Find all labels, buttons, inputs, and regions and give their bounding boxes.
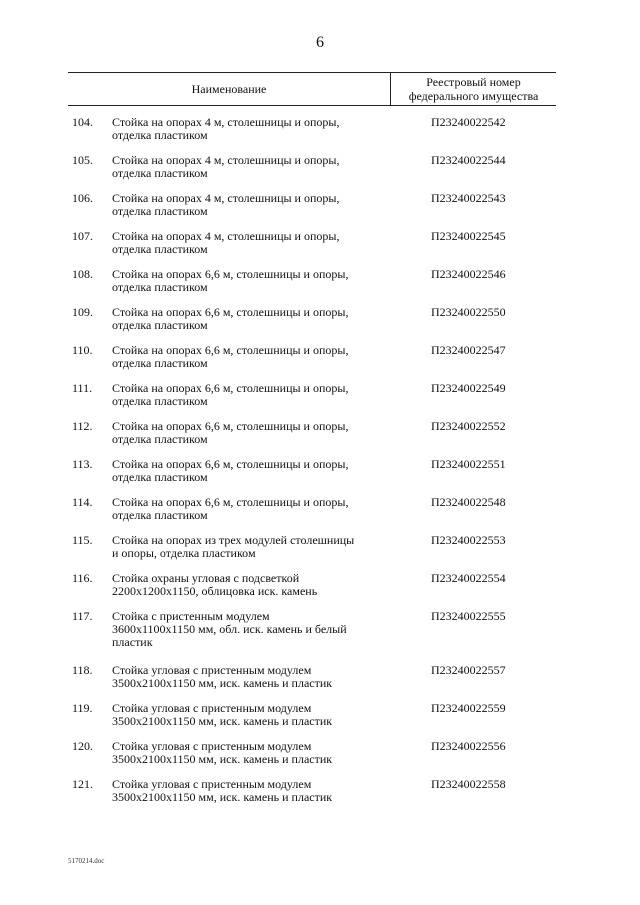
row-name	[112, 458, 382, 484]
row-name	[112, 306, 382, 332]
row-registry-number: П23240022545	[431, 229, 506, 243]
row-name-line: 3500x2100x1150 мм, иск. камень и пластик	[112, 752, 333, 766]
row-number: 111.	[72, 381, 93, 395]
table-row	[0, 458, 640, 496]
row-name-line: Стойка охраны угловая с подсветкой	[112, 571, 300, 585]
header-registry-line1: Реестровый номер	[426, 75, 521, 89]
table-row	[0, 740, 640, 778]
row-number: 119.	[72, 701, 93, 715]
row-name-line: Стойка угловая с пристенным модулем	[112, 739, 312, 753]
table-row	[0, 230, 640, 268]
row-number: 108.	[72, 267, 93, 281]
row-registry-number: П23240022542	[431, 115, 506, 129]
row-name-line: Стойка угловая с пристенным модулем	[112, 663, 312, 677]
row-registry-number: П23240022544	[431, 153, 506, 167]
row-name	[112, 496, 382, 522]
table-row	[0, 702, 640, 740]
table-row	[0, 116, 640, 154]
row-registry-number: П23240022558	[431, 777, 506, 791]
table-row	[0, 534, 640, 572]
row-name	[112, 192, 382, 218]
row-name-line: 3600x1100x1150 мм, обл. иск. камень и белый	[112, 622, 347, 636]
table-row	[0, 610, 640, 664]
row-registry-number: П23240022551	[431, 457, 506, 471]
row-number: 121.	[72, 777, 93, 791]
row-name-line: отделка пластиком	[112, 356, 208, 370]
row-name-line: Стойка на опорах 6,6 м, столешницы и опоры,	[112, 305, 349, 319]
row-name-line: Стойка на опорах 6,6 м, столешницы и опоры,	[112, 381, 349, 395]
row-registry-number: П23240022554	[431, 571, 506, 585]
table-row	[0, 664, 640, 702]
row-name-line: Стойка на опорах 6,6 м, столешницы и опоры,	[112, 419, 349, 433]
header-registry	[391, 73, 556, 105]
row-name	[112, 420, 382, 446]
row-name-line: Стойка на опорах 6,6 м, столешницы и опоры,	[112, 457, 349, 471]
row-name	[112, 610, 382, 649]
row-name	[112, 702, 382, 728]
row-registry-number: П23240022555	[431, 609, 506, 623]
table-row	[0, 572, 640, 610]
table-row	[0, 778, 640, 816]
row-registry-number: П23240022552	[431, 419, 506, 433]
row-name-line: Стойка с пристенным модулем	[112, 609, 270, 623]
row-number: 114.	[72, 495, 93, 509]
row-registry-number: П23240022559	[431, 701, 506, 715]
table-row	[0, 192, 640, 230]
row-name-line: Стойка на опорах 4 м, столешницы и опоры,	[112, 115, 340, 129]
row-name-line: отделка пластиком	[112, 318, 208, 332]
row-number: 117.	[72, 609, 93, 623]
row-name	[112, 572, 382, 598]
row-number: 115.	[72, 533, 93, 547]
row-number: 104.	[72, 115, 93, 129]
row-name-line: Стойка на опорах 4 м, столешницы и опоры,	[112, 229, 340, 243]
table-row	[0, 496, 640, 534]
row-name	[112, 778, 382, 804]
row-name	[112, 344, 382, 370]
row-name-line: Стойка на опорах 6,6 м, столешницы и опоры,	[112, 267, 349, 281]
page-number: 6	[316, 34, 324, 51]
row-name-line: Стойка на опорах 4 м, столешницы и опоры,	[112, 153, 340, 167]
table-row	[0, 154, 640, 192]
row-name	[112, 230, 382, 256]
row-registry-number: П23240022547	[431, 343, 506, 357]
row-name-line: отделка пластиком	[112, 166, 208, 180]
row-name-line: Стойка угловая с пристенным модулем	[112, 777, 312, 791]
row-name-line: 3500x2100x1150 мм, иск. камень и пластик	[112, 676, 333, 690]
row-name-line: и опоры, отделка пластиком	[112, 546, 256, 560]
header-registry-line2: федерального имущества	[408, 89, 539, 103]
table-row	[0, 382, 640, 420]
row-registry-number: П23240022546	[431, 267, 506, 281]
row-name-line: 3500x2100x1150 мм, иск. камень и пластик	[112, 714, 333, 728]
row-name-line: отделка пластиком	[112, 280, 208, 294]
row-name	[112, 154, 382, 180]
row-name-line: отделка пластиком	[112, 242, 208, 256]
row-name-line: отделка пластиком	[112, 432, 208, 446]
row-number: 120.	[72, 739, 93, 753]
row-name	[112, 740, 382, 766]
row-registry-number: П23240022548	[431, 495, 506, 509]
row-name-line: отделка пластиком	[112, 394, 208, 408]
row-registry-number: П23240022556	[431, 739, 506, 753]
row-name-line: отделка пластиком	[112, 128, 208, 142]
table-row	[0, 306, 640, 344]
row-registry-number: П23240022550	[431, 305, 506, 319]
row-name	[112, 382, 382, 408]
row-number: 116.	[72, 571, 93, 585]
row-registry-number: П23240022543	[431, 191, 506, 205]
header-name: Наименование	[191, 81, 267, 96]
row-registry-number: П23240022553	[431, 533, 506, 547]
row-number: 109.	[72, 305, 93, 319]
row-name-line: пластик	[112, 635, 153, 649]
row-name-line: Стойка на опорах из трех модулей столешницы	[112, 533, 355, 547]
row-name-line: Стойка на опорах 6,6 м, столешницы и опоры,	[112, 343, 349, 357]
row-name-line: Стойка угловая с пристенным модулем	[112, 701, 312, 715]
row-number: 118.	[72, 663, 93, 677]
row-name-line: отделка пластиком	[112, 470, 208, 484]
row-name-line: 3500x2100x1150 мм, иск. камень и пластик	[112, 790, 333, 804]
row-number: 113.	[72, 457, 93, 471]
row-name	[112, 268, 382, 294]
row-registry-number: П23240022549	[431, 381, 506, 395]
row-number: 110.	[72, 343, 93, 357]
row-name	[112, 534, 382, 560]
row-name-line: 2200x1200x1150, облицовка иск. камень	[112, 584, 318, 598]
row-name-line: отделка пластиком	[112, 204, 208, 218]
table-row	[0, 420, 640, 458]
row-name-line: Стойка на опорах 6,6 м, столешницы и опоры,	[112, 495, 349, 509]
row-number: 105.	[72, 153, 93, 167]
row-name	[112, 664, 382, 690]
row-name	[112, 116, 382, 142]
row-registry-number: П23240022557	[431, 663, 506, 677]
row-number: 106.	[72, 191, 93, 205]
table-header	[68, 72, 556, 106]
table-body	[0, 116, 640, 816]
table-row	[0, 268, 640, 306]
table-row	[0, 344, 640, 382]
row-number: 107.	[72, 229, 93, 243]
row-number: 112.	[72, 419, 93, 433]
file-name: 5170214.doc	[68, 857, 105, 865]
row-name-line: отделка пластиком	[112, 508, 208, 522]
row-name-line: Стойка на опорах 4 м, столешницы и опоры,	[112, 191, 340, 205]
